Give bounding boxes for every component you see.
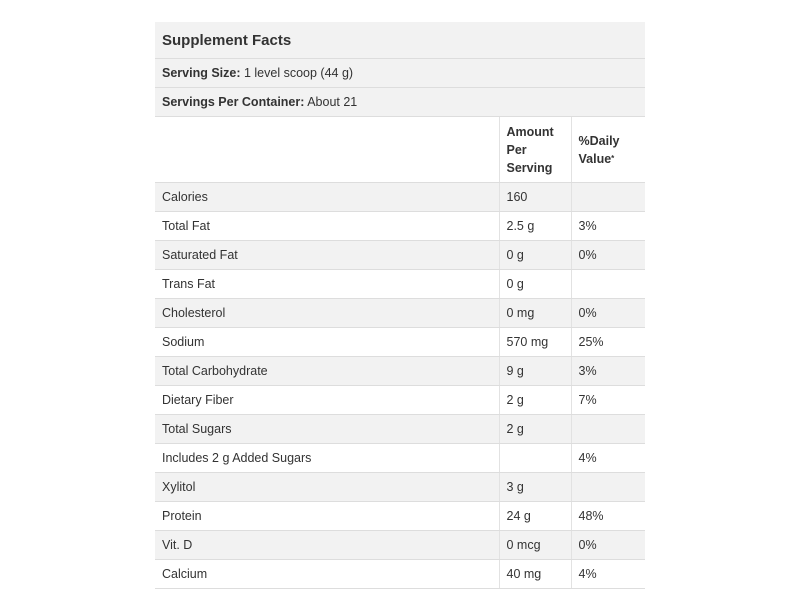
- nutrient-row: [155, 241, 645, 270]
- nutrient-daily-value: [571, 270, 645, 299]
- nutrient-name: Cholesterol: [155, 299, 499, 328]
- nutrient-row: [155, 212, 645, 241]
- nutrient-daily-value: 0%: [571, 531, 645, 560]
- daily-value-header-line-2: Value: [578, 151, 612, 166]
- nutrient-amount: 3 g: [499, 473, 571, 502]
- nutrient-name: Trans Fat: [155, 270, 499, 299]
- supplement-facts-table: [155, 22, 645, 589]
- nutrient-daily-value: 48%: [571, 502, 645, 531]
- nutrient-daily-value: 0%: [571, 299, 645, 328]
- nutrient-row: [155, 415, 645, 444]
- servings-per-container-label: Servings Per Container:: [162, 95, 305, 109]
- nutrient-row: [155, 299, 645, 328]
- nutrient-name: Vit. D: [155, 531, 499, 560]
- nutrient-amount: 40 mg: [499, 560, 571, 589]
- nutrient-name: Xylitol: [155, 473, 499, 502]
- nutrient-name: Total Sugars: [155, 415, 499, 444]
- serving-size-label: Serving Size:: [162, 66, 241, 80]
- nutrient-amount: 0 g: [499, 241, 571, 270]
- servings-per-container-row: [155, 88, 645, 117]
- nutrient-daily-value: 3%: [571, 212, 645, 241]
- nutrient-name: Calories: [155, 183, 499, 212]
- nutrient-row: [155, 357, 645, 386]
- serving-size-row: [155, 59, 645, 88]
- nutrient-daily-value: 4%: [571, 444, 645, 473]
- nutrient-daily-value: [571, 415, 645, 444]
- amount-header-line-2: Per: [506, 142, 527, 157]
- daily-value-header-line-1: %Daily: [578, 133, 620, 148]
- amount-per-serving-header: [499, 117, 571, 183]
- nutrient-amount: 24 g: [499, 502, 571, 531]
- nutrient-name: Calcium: [155, 560, 499, 589]
- daily-value-asterisk: *: [611, 153, 615, 163]
- nutrient-amount: 2 g: [499, 415, 571, 444]
- nutrient-amount: 2.5 g: [499, 212, 571, 241]
- nutrient-amount: 570 mg: [499, 328, 571, 357]
- nutrient-name: Dietary Fiber: [155, 386, 499, 415]
- nutrient-header: [155, 117, 499, 183]
- facts-title-row: [155, 22, 645, 59]
- nutrient-amount: 9 g: [499, 357, 571, 386]
- nutrient-name: Total Carbohydrate: [155, 357, 499, 386]
- nutrient-daily-value: 0%: [571, 241, 645, 270]
- nutrient-name: Sodium: [155, 328, 499, 357]
- nutrient-row: [155, 386, 645, 415]
- nutrient-daily-value: 7%: [571, 386, 645, 415]
- nutrient-row: [155, 473, 645, 502]
- nutrient-daily-value: 25%: [571, 328, 645, 357]
- nutrient-row: [155, 328, 645, 357]
- nutrient-daily-value: 4%: [571, 560, 645, 589]
- column-header-row: [155, 117, 645, 183]
- amount-header-line-1: Amount: [506, 124, 554, 139]
- nutrient-row: [155, 270, 645, 299]
- nutrient-daily-value: 3%: [571, 357, 645, 386]
- nutrient-row: [155, 560, 645, 589]
- amount-header-line-3: Serving: [506, 160, 553, 175]
- nutrient-amount: 0 mcg: [499, 531, 571, 560]
- nutrient-amount: [499, 444, 571, 473]
- nutrient-amount: 160: [499, 183, 571, 212]
- serving-size: [155, 59, 645, 88]
- nutrient-name: Protein: [155, 502, 499, 531]
- nutrient-row: [155, 444, 645, 473]
- nutrient-name: Saturated Fat: [155, 241, 499, 270]
- nutrient-row: [155, 502, 645, 531]
- nutrient-row: [155, 183, 645, 212]
- facts-title: Supplement Facts: [155, 22, 645, 59]
- nutrient-daily-value: [571, 183, 645, 212]
- nutrient-row: [155, 531, 645, 560]
- nutrient-amount: 0 mg: [499, 299, 571, 328]
- servings-per-container: [155, 88, 645, 117]
- nutrient-amount: 0 g: [499, 270, 571, 299]
- daily-value-header: [571, 117, 645, 183]
- nutrient-name: Total Fat: [155, 212, 499, 241]
- nutrient-daily-value: [571, 473, 645, 502]
- nutrient-amount: 2 g: [499, 386, 571, 415]
- serving-size-value: 1 level scoop (44 g): [243, 66, 354, 80]
- servings-per-container-value: About 21: [307, 95, 358, 109]
- nutrient-name: Includes 2 g Added Sugars: [155, 444, 499, 473]
